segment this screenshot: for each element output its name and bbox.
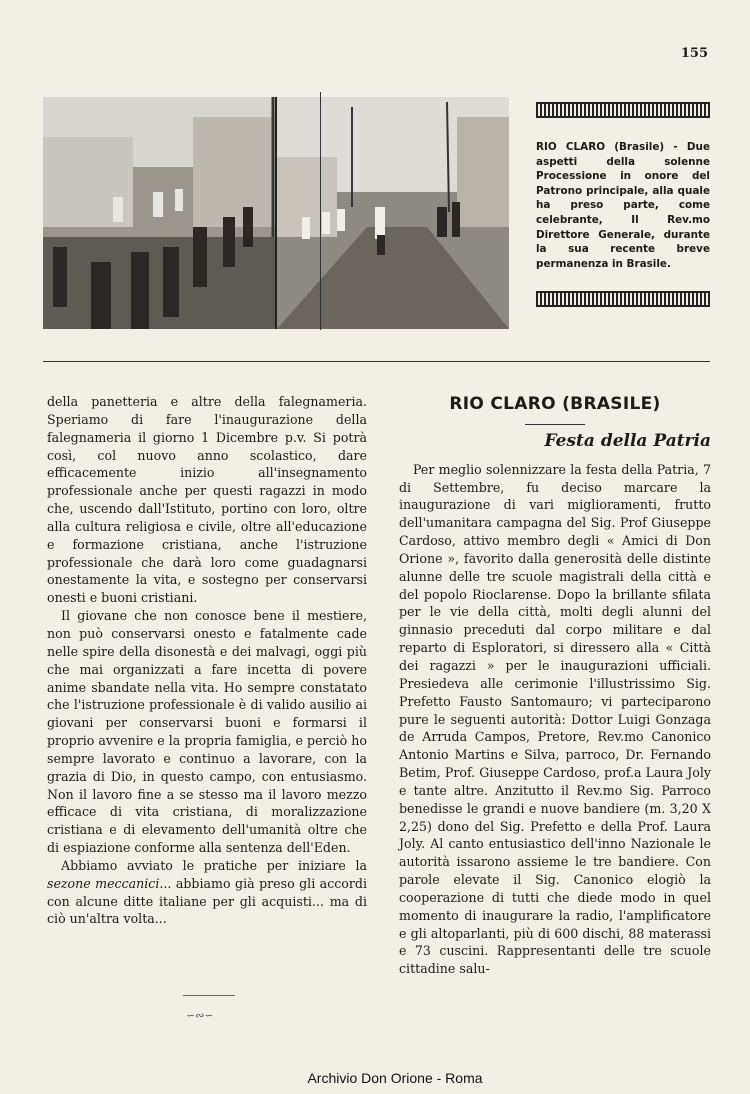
footnote-rule xyxy=(183,995,235,996)
caption-text: RIO CLARO (Brasile) - Due aspetti della solenne Processione in onore del Patrono principale, alla quale ha preso parte, come celebrante, Il Rev.mo Direttore Generale, durante la sua recente breve permanenza in Brasile. xyxy=(536,141,710,270)
end-flourish-icon: ∽∾∽ xyxy=(186,1009,214,1022)
caption-body: Due aspetti della solenne Processione in onore del Patrono principale, alla quale ha preso parte, come celebrante, Il Rev.mo Direttore Generale, durante la sua recente breve permanenza in Brasile. xyxy=(536,141,710,270)
procession-photo-right xyxy=(277,97,509,329)
article-subtitle: Festa della Patria xyxy=(544,430,711,451)
article-body: Per meglio solennizzare la festa della Patria, 7 di Settembre, fu deciso marcare la inaugurazione di vari miglioramenti, frutto dell'umanitara campagna del Sig. Prof Giuseppe Cardoso, attivo membro degli « Amici di Don Orione », favorito dalla generosità delle distinte alunne delle tre scuole magistrali della città e del popolo Rioclarense. Dopo la brillante sfilata per le vie della città, molti degli alunni del ginnasio preceduti dal corpo militare e dal reparto di Esploratori, si diressero alla « Città dei ragazzi » per le inaugurazioni ufficiali. Presiedeva alle cerimonie l'illustrissimo Sig. Prefetto Fausto Santomauro; vi parteciparono pure le seguenti autorità: Dottor Luigi Gonzaga de Arruda Campos, Pretore, Rev.mo Canonico Antonio Martins e Silva, parroco, Dr. Fernando Betim, Prof. Giuseppe Cardoso, prof.a Laura Joly e tante altre. Anzitutto il Rev.mo Sig. Parroco benedisse le grandi e nuove bandiere (m. 3,20 X 2,25) dono del Sig. Prefetto e della Prof. Laura Joly. Al canto entusiastico dell'inno Nazionale le autorità issarono assieme le tre bandiere. Con parole elevate il Sig. Canonico elogiò la cooperazione di tutti che diede modo in quel momento di inaugurare la radio, l'amplificatore e gli altoparlanti, più di 600 dischi, 88 materassi e 73 cuscini. Rappresentanti delle tre scuole cittadine salu- xyxy=(399,461,711,977)
section-rule xyxy=(43,361,710,362)
caption-title: RIO CLARO (Brasile) xyxy=(536,141,665,153)
procession-photo-left xyxy=(43,97,275,329)
ornament-bottom xyxy=(536,291,710,307)
left-paragraph-3 xyxy=(47,857,367,928)
left-paragraph-1: della panetteria e altre della falegnameria. Speriamo di fare l'inaugurazione della falegnameria il giorno 1 Dicembre p.v. Si potrà così, col nuovo anno scolastico, dare efficacemente inizio all'insegnamento professionale anche per questi ragazzi in modo che, uscendo dall'Istituto, portino con loro, oltre alla cultura religiosa e civile, oltre all'educazione e formazione cristiana, anche l'istruzione professionale che darà loro come guadagnarsi onestamente la vita, e sostegno per conservarsi onesti e buoni cristiani. xyxy=(47,394,367,606)
title-rule xyxy=(525,424,585,425)
p3-after: ... abbiamo già preso gli accordi con alcune ditte italiane per gli acquisti... ma di ciò un'altra volta... xyxy=(47,875,367,927)
procession-photos xyxy=(43,97,509,329)
photo-divider xyxy=(320,92,321,330)
photo-caption xyxy=(536,102,710,307)
archive-label: Archivio Don Orione - Roma xyxy=(307,1070,483,1086)
page-number: 155 xyxy=(680,46,708,61)
left-column xyxy=(47,393,367,928)
p3-italic: sezone meccanici xyxy=(47,875,160,891)
left-paragraph-2: Il giovane che non conosce bene il mestiere, non può conservarsi onesto e fatalmente cade nelle spire della disonestà e dei malvagi, oggi più che mai organizzati a fare incetta di povere anime sbandate nella vita. Ho sempre constatato che l'istruzione professionale è di valido ausilio ai giovani per conservarsi buoni e formarsi il proprio avvenire e la propria famiglia, e perciò ho sempre lavorato e continuo a lavorare, con la grazia di Dio, in questo campo, con entusiasmo. Non il lavoro fine a se stesso ma il lavoro mezzo efficace di vita cristiana, di moralizzazione cristiana e di elevamento dell'umanità oltre che di espiazione conforme alla sentenza dell'Eden. xyxy=(47,608,367,856)
ornament-top xyxy=(536,102,710,118)
right-column xyxy=(399,396,711,978)
article-title: RIO CLARO (BRASILE) xyxy=(449,394,661,414)
p3-before: Abbiamo avviato le pratiche per iniziare la xyxy=(61,857,367,873)
